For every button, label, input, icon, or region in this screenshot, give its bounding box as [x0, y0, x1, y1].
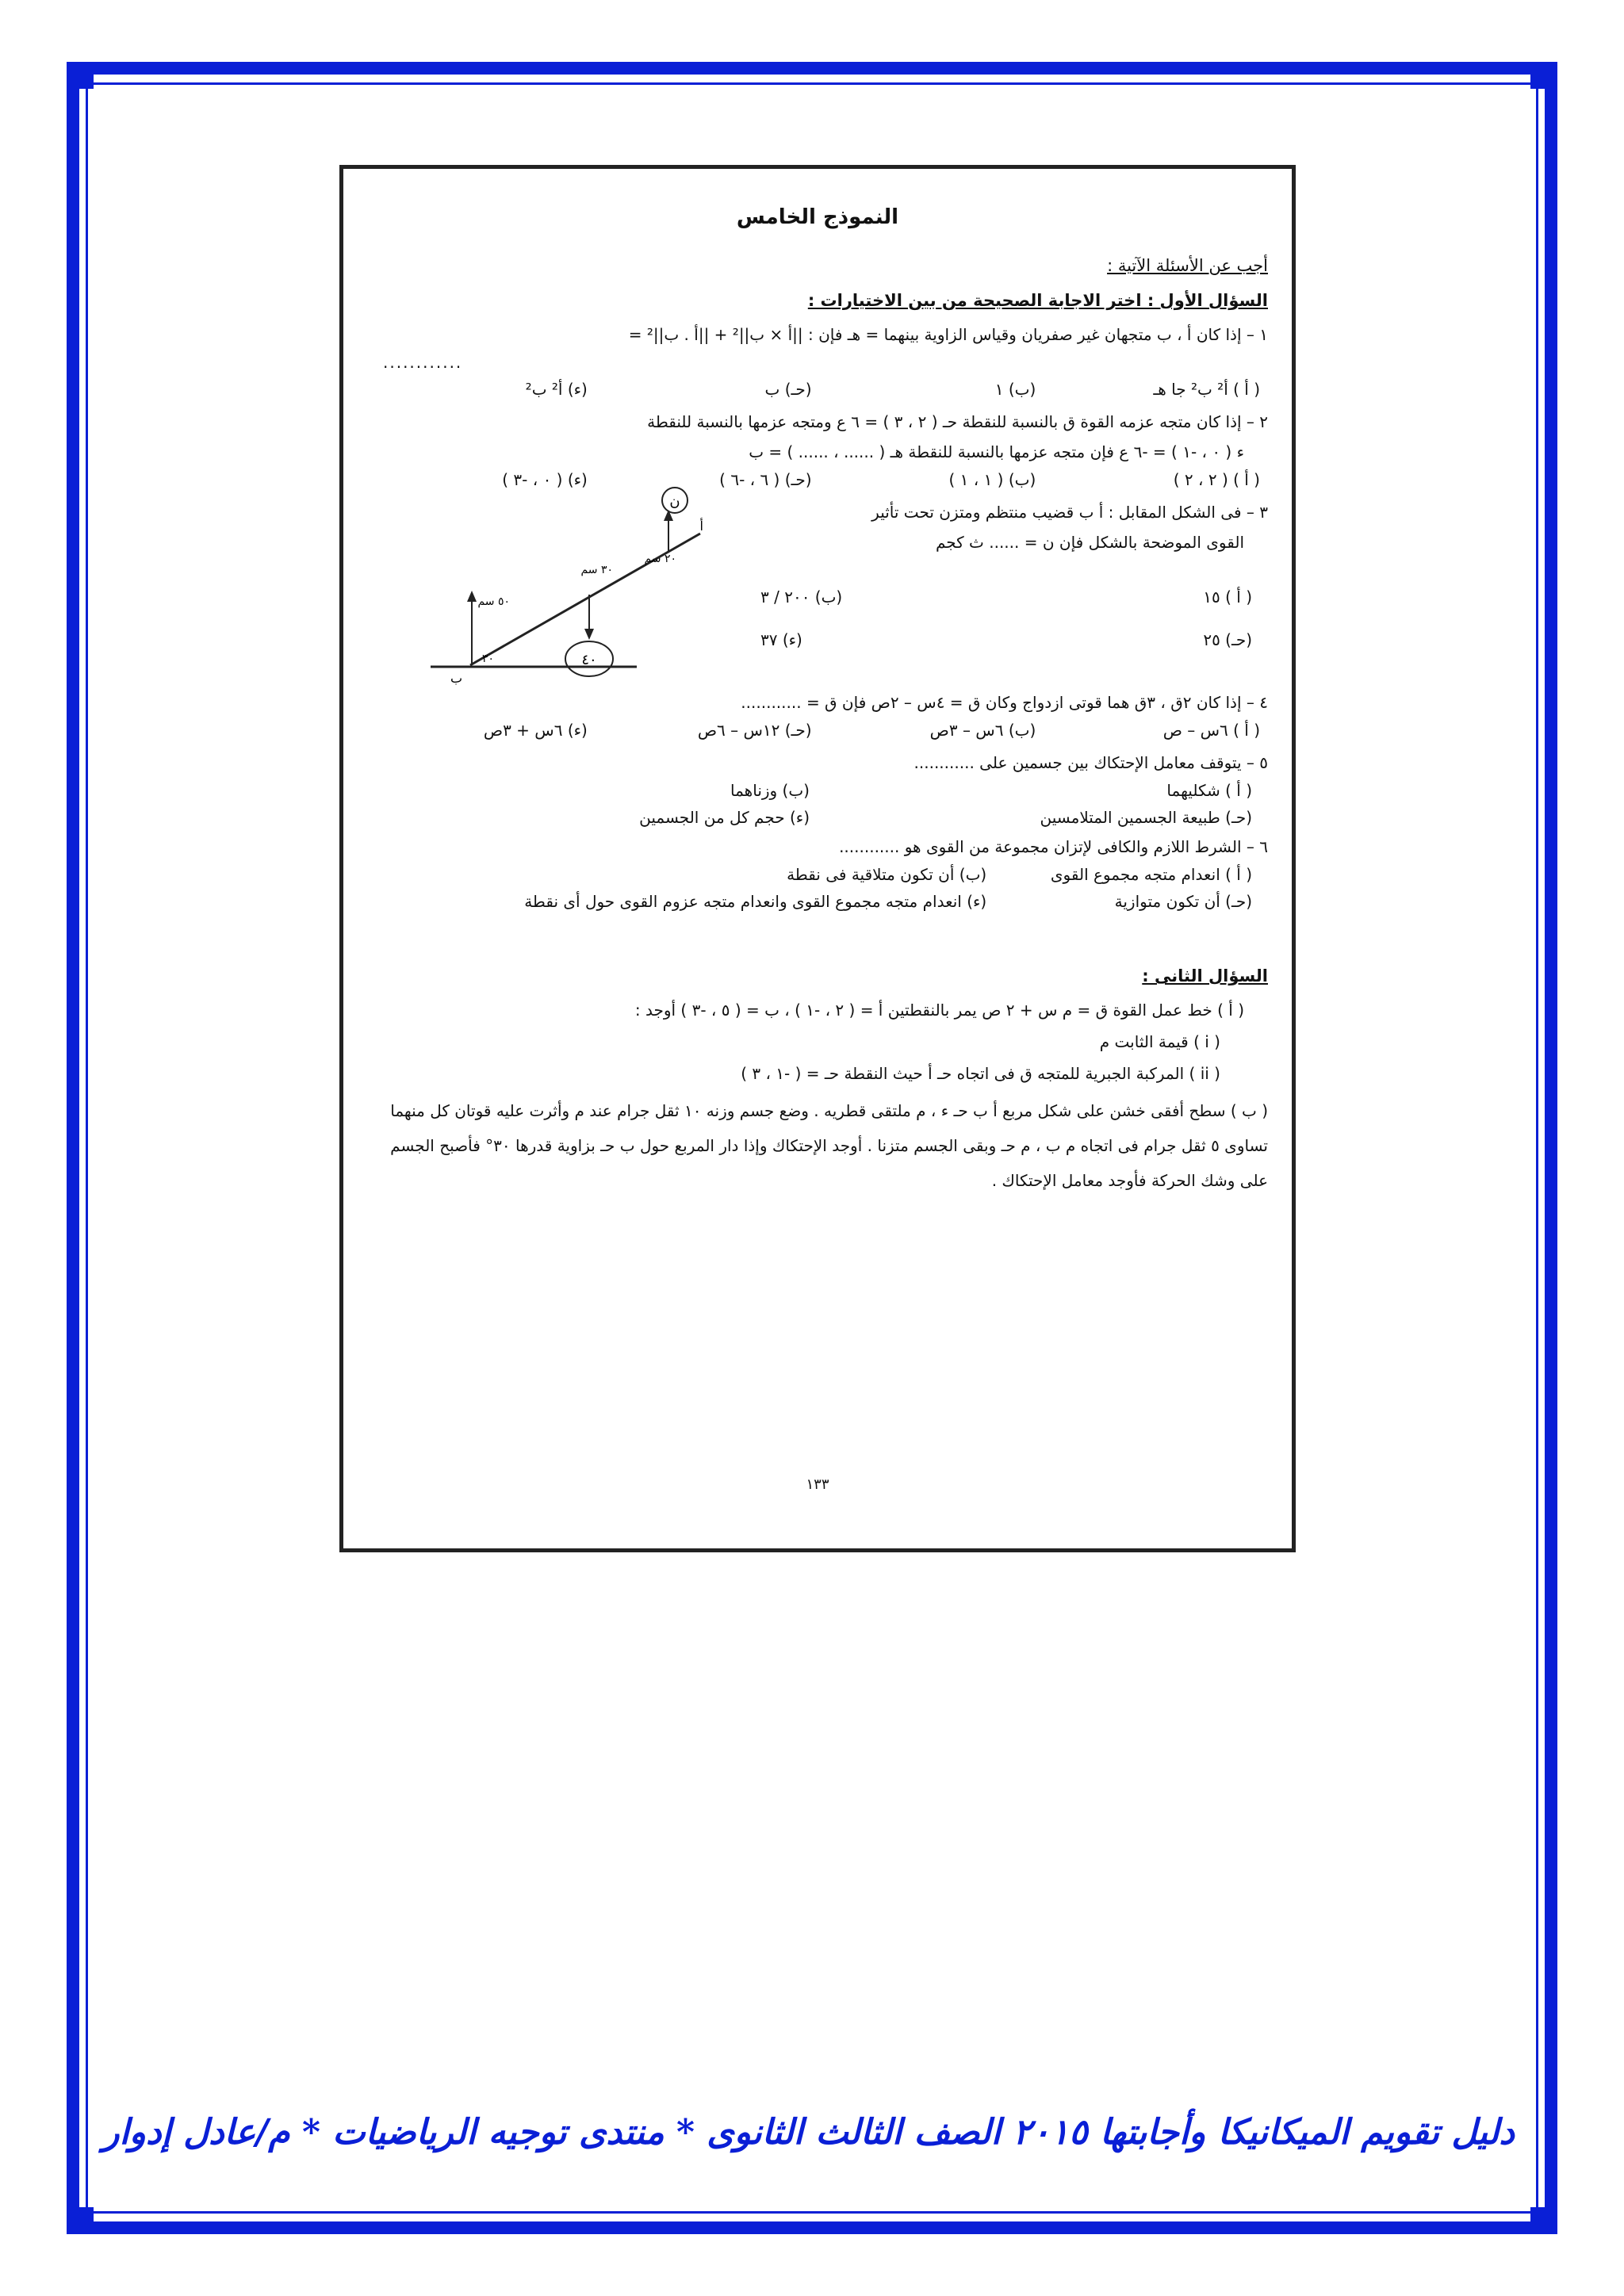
q6-options-row1: [367, 865, 1252, 884]
q4-option-a[interactable]: ( أ ) ٦س – ص: [1162, 721, 1260, 740]
section2-part-a-ii: ( ii ) المركبة الجبرية للمتجه ق فى اتجاه حـ أ حيث النقطة حـ = ( -١ ، ٣ ): [741, 1064, 1220, 1083]
reaction-arrowhead: [467, 591, 477, 602]
q1-option-a[interactable]: ( أ ) أ² ب² جا هـ: [1153, 380, 1260, 399]
q1-dots: ............: [383, 353, 463, 372]
q4-options: [375, 721, 1260, 740]
q1-options: [375, 380, 1260, 399]
length-2-label: ٣٠ سم: [580, 564, 613, 576]
q5-options-row1: [367, 781, 1252, 800]
section2-part-a: ( أ ) خط عمل القوة ق = م س + ٢ ص يمر بالنقطتين أ = ( ٢ ، -١ ) ، ب = ( ٥ ، -٣ ) أوجد :: [634, 1001, 1244, 1020]
q2-option-d[interactable]: (ء) ( ٠ ، -٣ ): [502, 470, 588, 489]
exam-page: [339, 165, 1296, 1552]
length-3-label: ٢٠ سم: [644, 553, 676, 565]
q2-text: ٢ – إذا كان متجه عزمه القوة ق بالنسبة للنقطة حـ ( ٢ ، ٣ ) = ٦ ع ومتجه عزمها بالنسبة للنقطة: [647, 412, 1268, 431]
q2-text-cont: ء ( ٠ ، -١ ) = -٦ ع فإن متجه عزمها بالنسبة للنقطة هـ ( ...... ، ...... ) = ب: [749, 442, 1244, 461]
q4-option-d[interactable]: (ء) ٦س + ٣ص: [483, 721, 588, 740]
q5-option-a[interactable]: ( أ ) شكليهما: [1166, 781, 1252, 800]
q2-option-a[interactable]: ( أ ) ( ٢ ، ٢ ): [1173, 470, 1260, 489]
section2-part-a-i: ( i ) قيمة الثابت م: [1099, 1032, 1220, 1051]
q6-text: ٦ – الشرط اللازم والكافى لإتزان مجموعة من القوى هو ............: [839, 837, 1268, 856]
q3-option-b[interactable]: (ب) ٢٠٠ / ٣: [760, 587, 843, 607]
q2-option-b[interactable]: (ب) ( ١ ، ١ ): [948, 470, 1036, 489]
point-a-label: أ: [699, 519, 703, 534]
q3-block: [367, 493, 1268, 691]
force-n-label: ن: [669, 493, 680, 510]
instructions: أجب عن الأسئلة الآتية :: [1107, 256, 1268, 275]
q6-option-b[interactable]: (ب) أن تكون متلاقية فى نقطة: [787, 865, 987, 884]
q3-text: ٣ – فى الشكل المقابل : أ ب قضيب منتظم ومتزن تحت تأثير: [871, 503, 1268, 522]
q1-option-d[interactable]: (ء) أ² ب²: [525, 380, 588, 399]
q5-option-d[interactable]: (ء) حجم كل من الجسمين: [639, 808, 810, 827]
border-corner-br: [1530, 2207, 1557, 2234]
q3-options: [760, 587, 1252, 673]
q1-option-c[interactable]: (حـ) ب: [764, 380, 812, 399]
section1-title: السؤال الأول : اختر الاجابة الصحيحة من بين الاختيارات :: [807, 291, 1268, 310]
q6-option-c[interactable]: (حـ) أن تكون متوازية: [1114, 892, 1252, 911]
q4-option-b[interactable]: (ب) ٦س – ٣ص: [929, 721, 1036, 740]
q3-option-c[interactable]: (حـ) ٢٥: [1203, 630, 1252, 649]
q5-text: ٥ – يتوقف معامل الإحتكاك بين جسمين على ............: [914, 753, 1268, 772]
q3-option-d[interactable]: (ء) ٣٧: [760, 630, 802, 649]
length-1-label: ٥٠ سم: [477, 595, 510, 608]
point-b-label: ب: [450, 671, 462, 686]
q1-option-b[interactable]: (ب) ١: [994, 380, 1036, 399]
q2-option-c[interactable]: (حـ) ( ٦ ، -٦ ): [719, 470, 812, 489]
border-corner-tr: [1530, 62, 1557, 89]
footer-caption: دليل تقويم الميكانيكا وأجابتها ٢٠١٥ الصف الثالث الثانوى * منتدى توجيه الرياضيات * م/عادل إدوار: [102, 2112, 1515, 2152]
border-corner-tl: [67, 62, 94, 89]
q4-option-c[interactable]: (حـ) ١٢س – ٦ص: [697, 721, 812, 740]
q4-text: ٤ – إذا كان ٢ق ، ٣ق هما قوتى ازدواج وكان ق = ٤س – ٢ص فإن ق = ............: [741, 693, 1268, 712]
page-title: النموذج الخامس: [736, 205, 899, 229]
q6-options-row2: [367, 892, 1252, 911]
q5-option-b[interactable]: (ب) وزناهما: [730, 781, 810, 800]
angle-label: ٣٠: [481, 652, 494, 665]
q6-option-d[interactable]: (ء) انعدام متجه مجموع القوى وانعدام متجه عزوم القوى حول أى نقطة: [524, 892, 987, 911]
q1-text: ١ – إذا كان أ ، ب متجهان غير صفريان وقياس الزاوية بينهما = هـ فإن : ||أ × ب||² + ||أ . ب||² =: [628, 325, 1268, 344]
section2-title: السؤال الثانى :: [1142, 966, 1268, 985]
weight-arrowhead: [584, 629, 594, 640]
q3-text-cont: القوى الموضحة بالشكل فإن ن = ...... ث كجم: [935, 533, 1244, 552]
q3-option-a[interactable]: ( أ ) ١٥: [1203, 587, 1252, 607]
rod-diagram: [415, 486, 748, 692]
q5-options-row2: [367, 808, 1252, 827]
q5-option-c[interactable]: (حـ) طبيعة الجسمين المتلامسين: [1040, 808, 1252, 827]
q6-option-a[interactable]: ( أ ) انعدام متجه مجموع القوى: [1050, 865, 1252, 884]
weight-label: ٤٠: [581, 652, 597, 668]
section2-part-b: ( ب ) سطح أفقى خشن على شكل مربع أ ب حـ ء ، م ملتقى قطريه . وضع جسم وزنه ١٠ ثقل جرام عند م وأثرت عليه قوتان كل منهما تساوى ٥ ثقل جرام فى اتجاه م ب ، م حـ وبقى الجسم متزنا . أوجد الإحتكاك وإذا دار المربع حول ب حـ بزاوية قدرها ٣٠° فأصبح الجسم على وشك الحركة فأوجد معامل الإحتكاك .: [390, 1101, 1268, 1190]
border-corner-bl: [67, 2207, 94, 2234]
page-number: ١٣٣: [806, 1476, 829, 1493]
